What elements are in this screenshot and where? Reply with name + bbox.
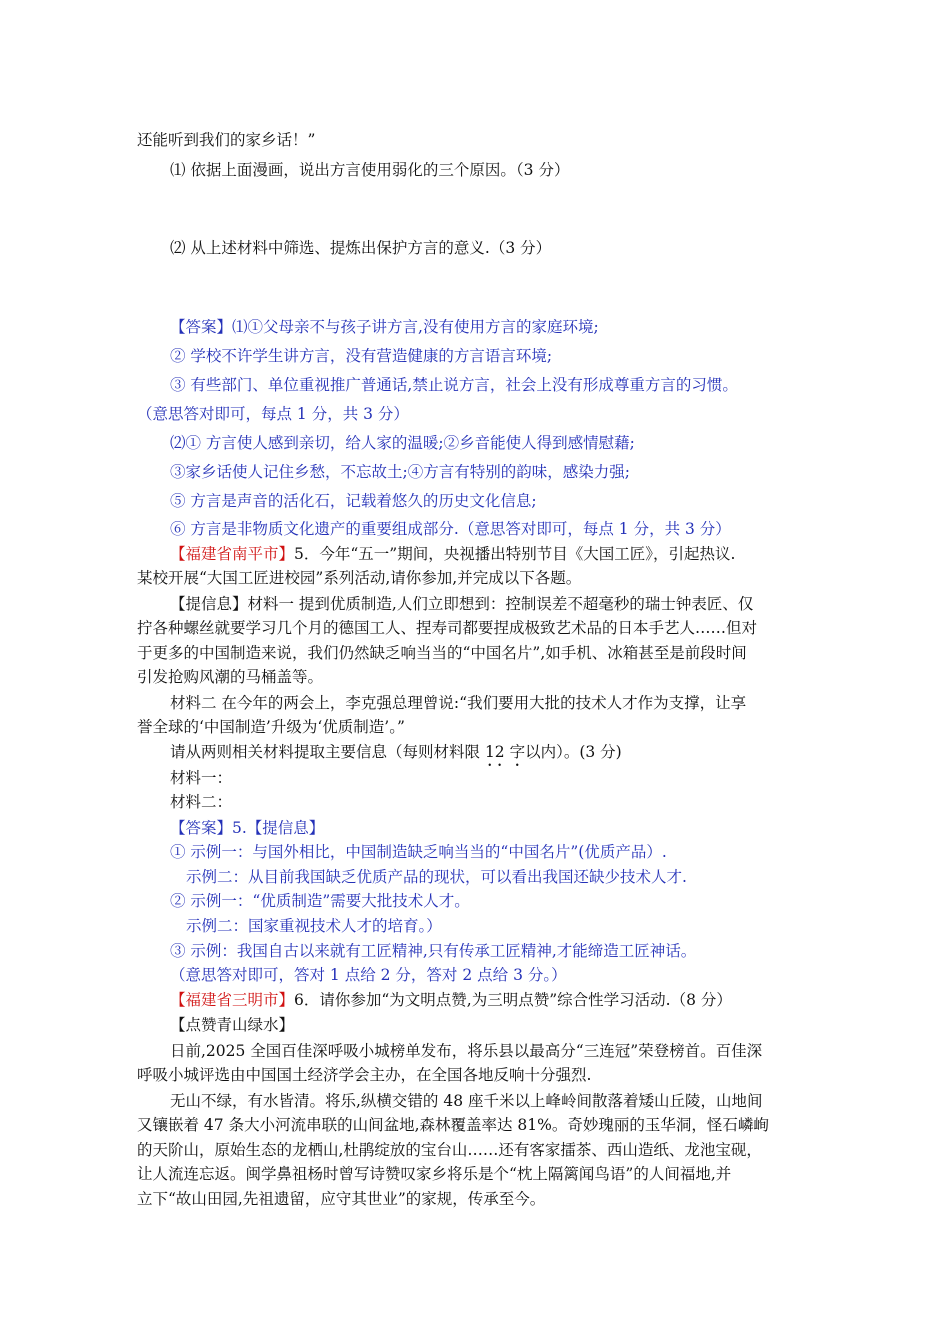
question-6-text: 6．请你参加“为文明点赞,为三明点赞”综合性学习活动.（8 分）: [294, 991, 732, 1009]
source-tag-sanming: 【福建省三明市】: [170, 991, 295, 1009]
answer-tag: 【答案】: [170, 318, 233, 336]
text-line: 日前,2025 全国百佳深呼吸小城榜单发布，将乐县以最高分“三连冠”荣登榜首。百佳深: [170, 1042, 763, 1060]
answer-2-line-1: ⑵① 方言使人感到亲切，给人家的温暖;②乡音能使人得到感情慰藉;: [170, 434, 635, 452]
text-line: 引发抢购风潮的马桶盖等。: [137, 668, 324, 686]
answer-2-line-4: ⑥ 方言是非物质文化遗产的重要组成部分.（意思答对即可，每点 1 分，共 3 分）: [170, 520, 731, 538]
text-line: 让人流连忘返。闽学鼻祖杨时曾写诗赞叹家乡将乐是个“枕上隔篱闻鸟语”的人间福地,并: [137, 1165, 732, 1183]
text-line: 拧各种螺丝就要学习几个月的德国工人、捏寿司都要捏成极致艺术品的日本手艺人……但对: [137, 619, 758, 637]
answer-1-line-3: ③ 有些部门、单位重视推广普通话,禁止说方言，社会上没有形成尊重方言的习惯。: [170, 376, 738, 394]
answer-5-line-5: ③ 示例：我国自古以来就有工匠精神,只有传承工匠精神,才能缔造工匠神话。: [170, 942, 697, 960]
answer-2-line-3: ⑤ 方言是声音的活化石，记载着悠久的历史文化信息;: [170, 492, 537, 510]
text-line: 某校开展“大国工匠进校园”系列活动,请你参加,并完成以下各题。: [137, 569, 582, 587]
answer-5-line-3: ② 示例一：“优质制造”需要大批技术人才。: [170, 892, 470, 910]
answer-1-line-2: ② 学校不许学生讲方言，没有营造健康的方言语言环境;: [170, 347, 553, 365]
text-line: 无山不绿，有水皆清。将乐,纵横交错的 48 座千米以上峰岭间散落着矮山丘陵，山地间: [170, 1092, 763, 1110]
source-tag-nanping: 【福建省南平市】: [170, 545, 295, 563]
text-line: 于更多的中国制造来说，我们仍然缺乏响当当的“中国名片”,如手机、冰箱甚至是前段时间: [137, 644, 747, 662]
material-2-label: 材料二：: [170, 793, 233, 811]
emphasized-limit: 12 字: [484, 743, 526, 761]
answer-2-line-2: ③家乡话使人记住乡愁，不忘故土;④方言有特别的韵味，感染力强;: [170, 463, 630, 481]
answer-5-heading: 【答案】5.【提信息】: [170, 819, 325, 837]
material-1-label: 材料一：: [170, 769, 233, 787]
answer-1-line-1: [170, 316, 599, 338]
question-5-heading: [170, 543, 735, 565]
question-2: ⑵ 从上述材料中筛选、提炼出保护方言的意义.（3 分）: [170, 239, 552, 257]
text-line: 还能听到我们的家乡话！”: [137, 131, 316, 149]
answer-5-line-4: 示例二：国家重视技术人才的培育。）: [186, 917, 442, 935]
answer-text: ⑴①父母亲不与孩子讲方言,没有使用方言的家庭环境;: [232, 318, 599, 336]
text-line: 【提信息】材料一 提到优质制造,人们立即想到：控制误差不超毫秒的瑞士钟表匠、仅: [170, 595, 754, 613]
answer-1-score-note: （意思答对即可，每点 1 分，共 3 分）: [137, 405, 409, 423]
text-line: 呼吸小城评选由中国国土经济学会主办，在全国各地反响十分强烈.: [137, 1066, 592, 1084]
answer-5-score-note: （意思答对即可，答对 1 点给 2 分，答对 2 点给 3 分。）: [170, 966, 567, 984]
question-5-text: 5．今年“五一”期间，央视播出特别节目《大国工匠》，引起热议.: [294, 545, 736, 563]
text-line: 立下“故山田园,先祖遗留，应守其世业”的家规，传承至今。: [137, 1190, 546, 1208]
ask-text: 以内）。(3 分): [525, 743, 622, 761]
text-line: 又镶嵌着 47 条大小河流串联的山间盆地,森林覆盖率达 81%。奇妙瑰丽的玉华洞，怪石嶙峋: [137, 1116, 769, 1134]
question-6-heading: [170, 989, 732, 1011]
question-1: ⑴ 依据上面漫画，说出方言使用弱化的三个原因。（3 分）: [170, 161, 570, 179]
text-line: 的天阶山，原始生态的龙栖山,杜鹃绽放的宝台山……还有客家擂茶、西山造纸、龙池宝砚，: [137, 1141, 762, 1159]
section-title: 【点赞青山绿水】: [170, 1016, 295, 1034]
text-line: 材料二 在今年的两会上，李克强总理曾说:“我们要用大批的技术人才作为支撑，让享: [170, 694, 747, 712]
question-5-ask: [170, 741, 622, 770]
text-line: 誉全球的‘中国制造’升级为‘优质制造’。”: [137, 718, 405, 736]
ask-text: 请从两则相关材料提取主要信息（每则材料限: [170, 743, 485, 761]
answer-5-line-1: ① 示例一：与国外相比，中国制造缺乏响当当的“中国名片”(优质产品）.: [170, 843, 667, 861]
answer-5-line-2: 示例二：从目前我国缺乏优质产品的现状，可以看出我国还缺少技术人才.: [186, 868, 687, 886]
